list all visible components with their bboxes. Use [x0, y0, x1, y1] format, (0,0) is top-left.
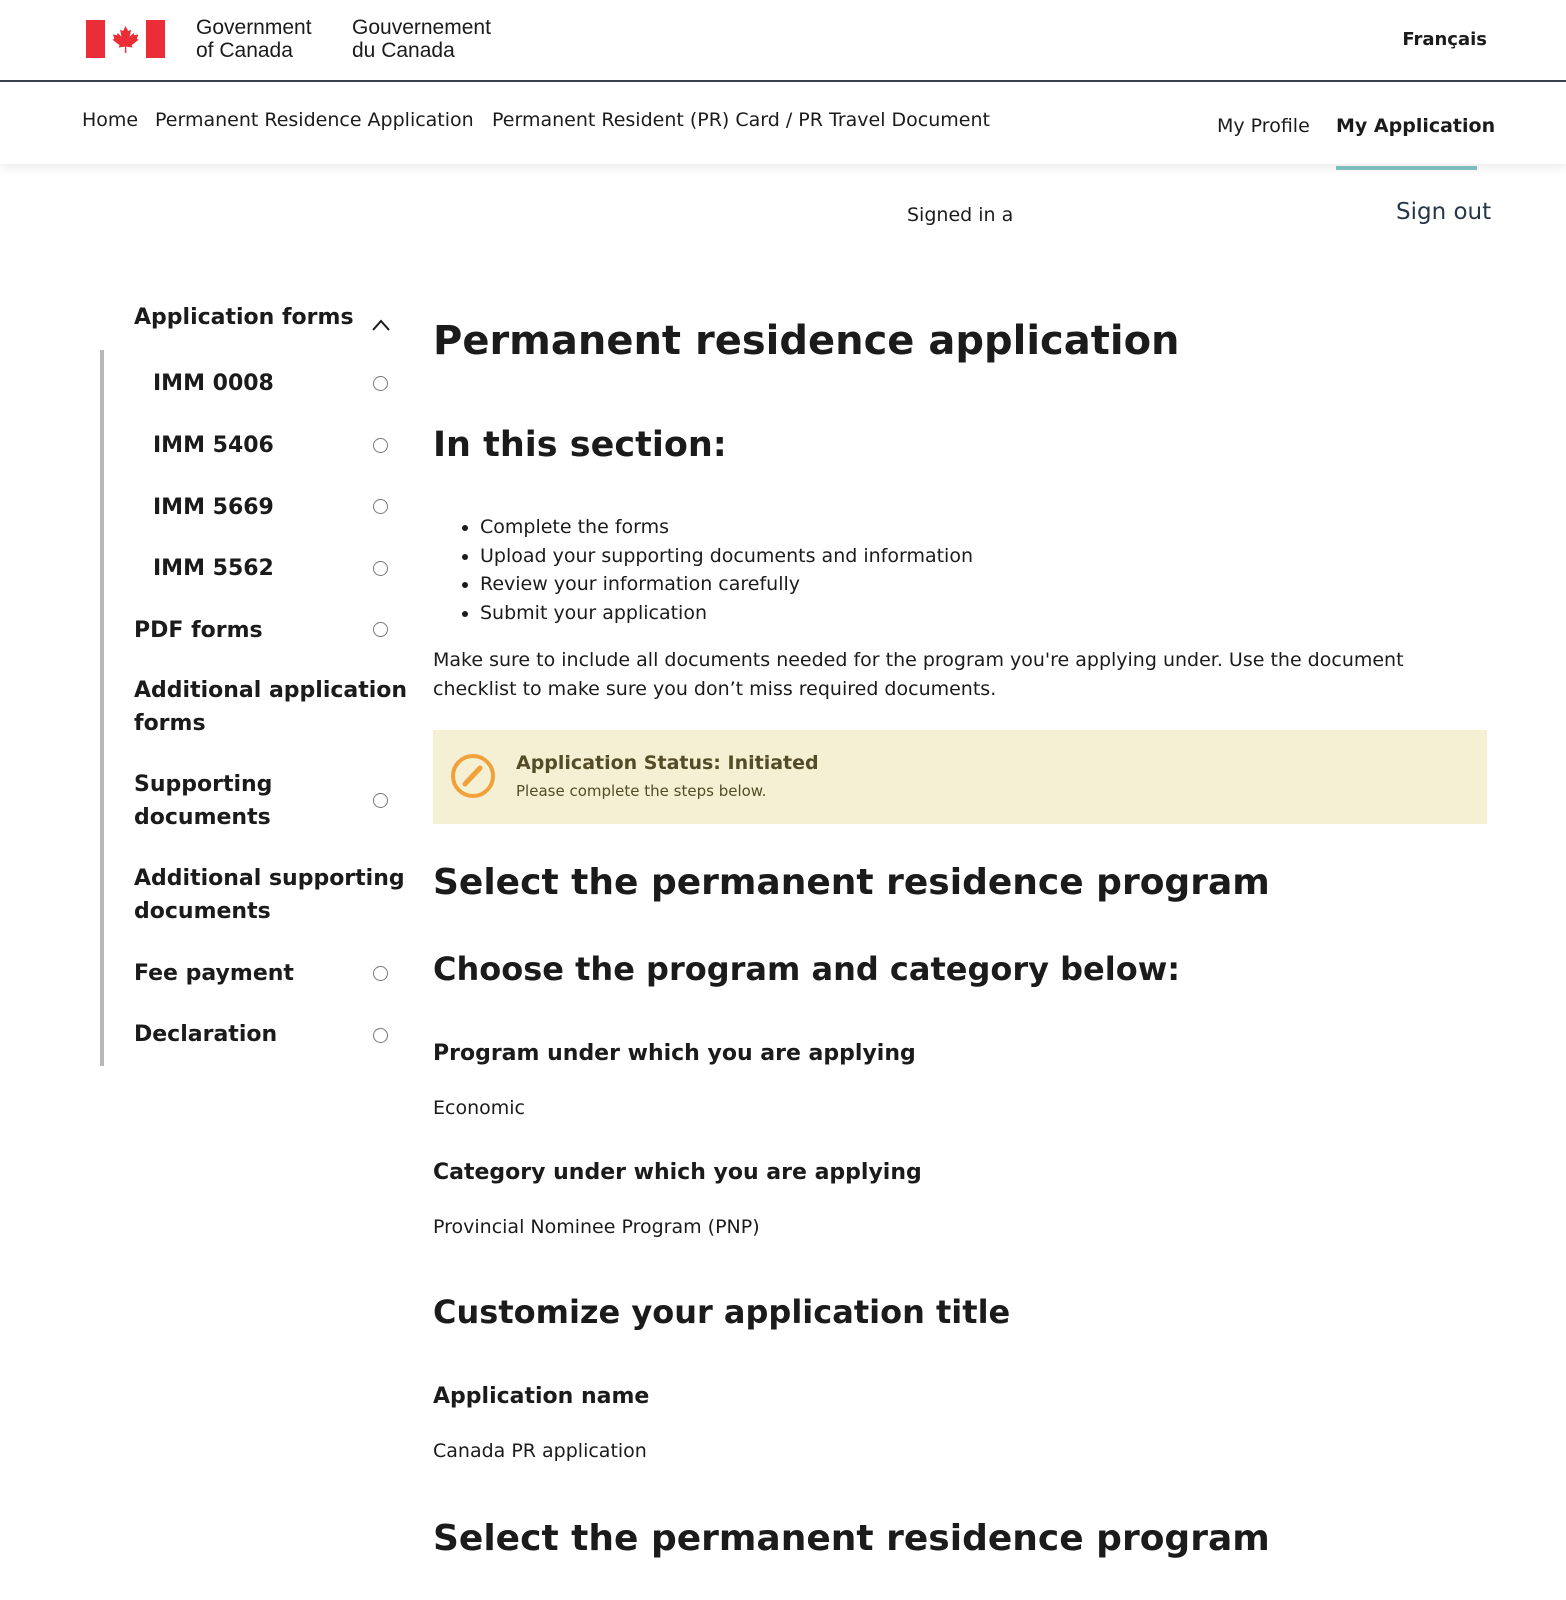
section-title: In this section: — [433, 425, 727, 465]
category-value: Provincial Nominee Program (PNP) — [433, 1216, 760, 1238]
sidebar-item-supporting-documents[interactable] — [134, 768, 272, 834]
application-name-value: Canada PR application — [433, 1440, 647, 1462]
sidebar-item-label: documents — [134, 805, 271, 830]
sidebar-item-label: Additional application — [134, 678, 408, 703]
status-radio-icon — [373, 966, 388, 981]
sidebar-item-declaration[interactable]: Declaration — [134, 1022, 278, 1047]
list-item: • Upload your supporting documents and information — [480, 542, 973, 571]
application-status-alert — [433, 730, 1487, 824]
signature-fr-line2: du Canada — [352, 39, 455, 62]
status-radio-icon — [373, 622, 388, 637]
sidebar-item-pdf-forms[interactable]: PDF forms — [134, 618, 263, 643]
gc-header — [0, 0, 1566, 80]
sidebar-item-additional-supporting-documents[interactable] — [134, 862, 405, 928]
nav-my-profile-link[interactable]: My Profile — [1217, 115, 1310, 137]
nav-my-application-link[interactable]: My Application — [1336, 115, 1496, 137]
language-toggle-link[interactable]: Français — [1402, 29, 1487, 50]
status-title: Application Status: Initiated — [516, 752, 819, 774]
sign-out-link[interactable]: Sign out — [1396, 199, 1492, 225]
program-heading-repeat: Select the permanent residence program — [433, 1518, 1270, 1559]
documents-note: Make sure to include all documents needed for the program you're applying under. Use the document checklist to make sure you don’t miss required documents. — [433, 649, 1404, 700]
nav-active-indicator — [1336, 166, 1477, 170]
sidebar-item-additional-application-forms[interactable] — [134, 674, 407, 740]
signature-en-line2: of Canada — [196, 39, 293, 62]
status-radio-icon — [373, 793, 388, 808]
chevron-up-icon[interactable] — [371, 318, 391, 332]
steps-list — [480, 513, 973, 627]
program-value: Economic — [433, 1097, 525, 1119]
signature-english — [196, 16, 312, 62]
sidebar-rule — [100, 350, 104, 1066]
status-subtitle: Please complete the steps below. — [516, 782, 767, 800]
signed-in-text: Signed in a — [907, 204, 1014, 226]
category-label: Category under which you are applying — [433, 1160, 922, 1185]
application-name-label: Application name — [433, 1384, 650, 1409]
status-radio-icon — [373, 376, 388, 391]
signature-fr-line1: Gouvernement — [352, 16, 491, 39]
list-item: • Review your information carefully — [480, 570, 973, 599]
list-item: • Complete the forms — [480, 513, 973, 542]
choose-program-heading: Choose the program and category below: — [433, 950, 1181, 988]
list-item: • Submit your application — [480, 599, 973, 628]
page-title: Permanent residence application — [433, 318, 1180, 364]
signature-en-line1: Government — [196, 16, 312, 39]
canada-flag-icon — [86, 20, 165, 58]
program-heading: Select the permanent residence program — [433, 862, 1270, 903]
status-radio-icon — [373, 438, 388, 453]
sidebar-item-label: documents — [134, 899, 271, 924]
edit-pencil-icon — [450, 753, 496, 799]
sidebar-item-label: Supporting — [134, 772, 273, 797]
sidebar-item-label: forms — [134, 711, 206, 736]
customize-title-heading: Customize your application title — [433, 1293, 1011, 1331]
sidebar-item-imm-5562[interactable]: IMM 5562 — [153, 556, 274, 581]
sidebar-item-fee-payment[interactable]: Fee payment — [134, 961, 294, 986]
sidebar-item-label: Additional supporting — [134, 866, 405, 891]
sidebar-item-imm-0008[interactable]: IMM 0008 — [153, 371, 274, 396]
signature-french — [352, 16, 491, 62]
status-radio-icon — [373, 561, 388, 576]
nav-home-link[interactable]: Home — [82, 109, 139, 131]
main-nav — [0, 82, 1566, 164]
nav-pr-application-link[interactable]: Permanent Residence Application — [155, 109, 474, 131]
nav-pr-card-link[interactable]: Permanent Resident (PR) Card / PR Travel Document — [492, 109, 990, 131]
program-label: Program under which you are applying — [433, 1041, 916, 1066]
status-radio-icon — [373, 1028, 388, 1043]
sidebar-item-imm-5669[interactable]: IMM 5669 — [153, 495, 274, 520]
sidebar-item-imm-5406[interactable]: IMM 5406 — [153, 433, 274, 458]
sidebar-heading-application-forms[interactable]: Application forms — [134, 305, 354, 330]
status-radio-icon — [373, 499, 388, 514]
